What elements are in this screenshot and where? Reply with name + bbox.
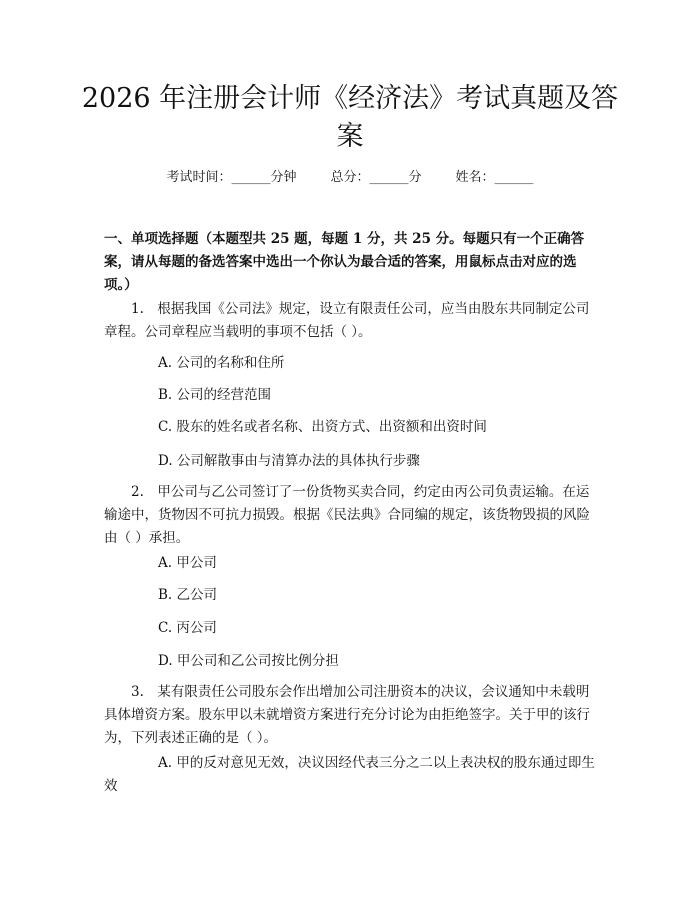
exam-total-score: 总分：______分 bbox=[330, 170, 422, 185]
question-2-text: 2. 甲公司与乙公司签订了一份货物买卖合同，约定由丙公司负责运输。在运输途中，货物因不可抗力损毁。根据《民法典》合同编的规定，该货物毁损的风险由（ ）承担。 bbox=[104, 484, 590, 546]
question-3-text: 3. 某有限责任公司股东会作出增加公司注册资本的决议，会议通知中未载明具体增资方案。股东甲以未就增资方案进行充分讨论为由拒绝签字。关于甲的该行为，下列表述正确的是（ ）。 bbox=[104, 684, 590, 746]
exam-meta bbox=[0, 168, 700, 188]
question-2-option-a[interactable]: A. 甲公司 bbox=[158, 555, 217, 571]
question-2-option-c[interactable]: C. 丙公司 bbox=[158, 620, 217, 636]
question-1-option-c[interactable]: C. 股东的姓名或者名称、出资方式、出资额和出资时间 bbox=[158, 419, 487, 435]
question-3-option-a[interactable]: A. 甲的反对意见无效，决议因经代表三分之二以上表决权的股东通过即生效 bbox=[104, 755, 595, 794]
question-2-option-d[interactable]: D. 甲公司和乙公司按比例分担 bbox=[158, 653, 339, 669]
question-1-option-d[interactable]: D. 公司解散事由与清算办法的具体执行步骤 bbox=[158, 453, 420, 469]
exam-time: 考试时间：______分钟 bbox=[166, 170, 297, 185]
question-2-option-b[interactable]: B. 乙公司 bbox=[158, 587, 218, 603]
examinee-name: 姓名：______ bbox=[455, 170, 534, 185]
question-1-option-a[interactable]: A. 公司的名称和住所 bbox=[158, 355, 285, 371]
document-title: 2026 年注册会计师《经济法》考试真题及答案 bbox=[81, 83, 619, 152]
question-1-option-b[interactable]: B. 公司的经营范围 bbox=[158, 387, 272, 403]
question-1-text: 1. 根据我国《公司法》规定，设立有限责任公司，应当由股东共同制定公司章程。公司章程应当载明的事项不包括（ ）。 bbox=[104, 301, 590, 340]
section-heading: 一、单项选择题（本题型共 25 题，每题 1 分，共 25 分。每题只有一个正确答案，请从每题的备选答案中选出一个你认为最合适的答案，用鼠标点击对应的选项。） bbox=[104, 231, 585, 293]
